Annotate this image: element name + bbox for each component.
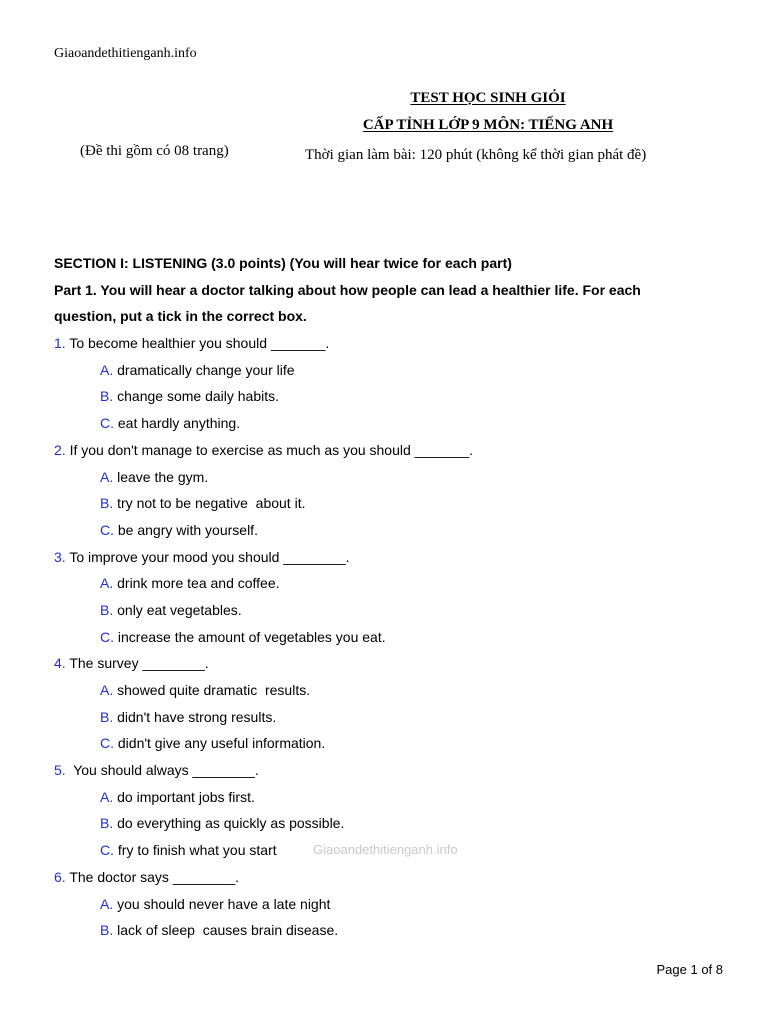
part-instruction-line1: Part 1. You will hear a doctor talking about how people can lead a healthier life. For each bbox=[54, 281, 641, 298]
question-text: To improve your mood you should ________. bbox=[65, 548, 350, 565]
option-text: lack of sleep causes brain disease. bbox=[113, 922, 339, 939]
exam-subtitle bbox=[298, 117, 678, 134]
question-number: 1. bbox=[54, 335, 66, 352]
answer-option bbox=[54, 627, 734, 654]
answer-option bbox=[54, 360, 734, 387]
question-text: To become healthier you should _______. bbox=[65, 335, 330, 352]
option-letter: B. bbox=[100, 922, 114, 939]
answer-option bbox=[54, 573, 734, 600]
question-number: 5. bbox=[54, 762, 66, 779]
question-number: 6. bbox=[54, 868, 66, 885]
option-text: you should never have a late night bbox=[113, 895, 331, 912]
question bbox=[54, 547, 734, 574]
question bbox=[54, 760, 734, 787]
option-letter: A. bbox=[100, 895, 114, 912]
answer-option bbox=[54, 600, 734, 627]
option-text: leave the gym. bbox=[113, 468, 209, 485]
option-letter: A. bbox=[100, 788, 114, 805]
exam-title bbox=[298, 90, 678, 107]
pages-note: (Đề thi gồm có 08 trang) bbox=[80, 143, 229, 159]
question-text: You should always ________. bbox=[65, 762, 259, 779]
option-text: dramatically change your life bbox=[113, 361, 295, 378]
option-letter: B. bbox=[100, 708, 114, 725]
option-text: didn't have strong results. bbox=[113, 708, 277, 725]
question bbox=[54, 333, 734, 360]
question bbox=[54, 867, 734, 894]
answer-option bbox=[54, 707, 734, 734]
answer-option bbox=[54, 413, 734, 440]
option-text: eat hardly anything. bbox=[114, 415, 241, 432]
answer-option bbox=[54, 813, 734, 840]
option-text: increase the amount of vegetables you eat. bbox=[114, 628, 386, 645]
site-name: Giaoandethitienganh.info bbox=[54, 46, 197, 61]
exam-duration: Thời gian làm bài: 120 phút (không kể thời gian phát đề) bbox=[305, 147, 647, 163]
answer-option bbox=[54, 787, 734, 814]
option-text: be angry with yourself. bbox=[114, 521, 258, 538]
watermark: Giaoandethitienganh.info bbox=[313, 842, 458, 857]
question-number: 2. bbox=[54, 441, 66, 458]
answer-option bbox=[54, 520, 734, 547]
option-text: fry to finish what you start bbox=[114, 842, 277, 859]
exam-subtitle-text: CẤP TỈNH LỚP 9 MÔN: TIẾNG ANH bbox=[362, 117, 614, 133]
answer-option bbox=[54, 493, 734, 520]
question-text: The doctor says ________. bbox=[65, 868, 239, 885]
question-text: If you don't manage to exercise as much as you should _______. bbox=[65, 441, 474, 458]
option-text: change some daily habits. bbox=[113, 388, 279, 405]
page-footer: Page 1 of 8 bbox=[656, 962, 723, 977]
option-letter: C. bbox=[100, 415, 114, 432]
option-letter: A. bbox=[100, 361, 114, 378]
option-letter: B. bbox=[100, 495, 114, 512]
question bbox=[54, 440, 734, 467]
question-number: 3. bbox=[54, 548, 66, 565]
answer-option bbox=[54, 386, 734, 413]
section-heading: SECTION I: LISTENING (3.0 points) (You will hear twice for each part) bbox=[54, 255, 512, 271]
option-text: showed quite dramatic results. bbox=[113, 682, 311, 698]
option-letter: B. bbox=[100, 601, 114, 618]
answer-option bbox=[54, 920, 734, 947]
option-letter: B. bbox=[100, 388, 114, 405]
question-number: 4. bbox=[54, 655, 66, 672]
exam-title-text: TEST HỌC SINH GIỎI bbox=[410, 90, 566, 106]
option-text: try not to be negative about it. bbox=[113, 495, 306, 512]
option-letter: C. bbox=[100, 521, 114, 538]
option-letter: C. bbox=[100, 842, 114, 859]
answer-option bbox=[54, 467, 734, 494]
answer-option bbox=[54, 894, 734, 921]
option-text: do important jobs first. bbox=[113, 788, 255, 805]
part-instruction-line2: question, put a tick in the correct box. bbox=[54, 308, 307, 325]
option-text: do everything as quickly as possible. bbox=[113, 815, 345, 832]
option-letter: A. bbox=[100, 682, 114, 698]
option-letter: A. bbox=[100, 575, 114, 592]
option-letter: B. bbox=[100, 815, 114, 832]
option-text: didn't give any useful information. bbox=[114, 735, 326, 752]
option-letter: C. bbox=[100, 628, 114, 645]
option-letter: A. bbox=[100, 468, 114, 485]
answer-option bbox=[54, 733, 734, 760]
option-text: drink more tea and coffee. bbox=[113, 575, 280, 592]
answer-option bbox=[54, 680, 734, 707]
question bbox=[54, 653, 734, 680]
option-text: only eat vegetables. bbox=[113, 601, 242, 618]
option-letter: C. bbox=[100, 735, 114, 752]
question-text: The survey ________. bbox=[65, 655, 209, 672]
